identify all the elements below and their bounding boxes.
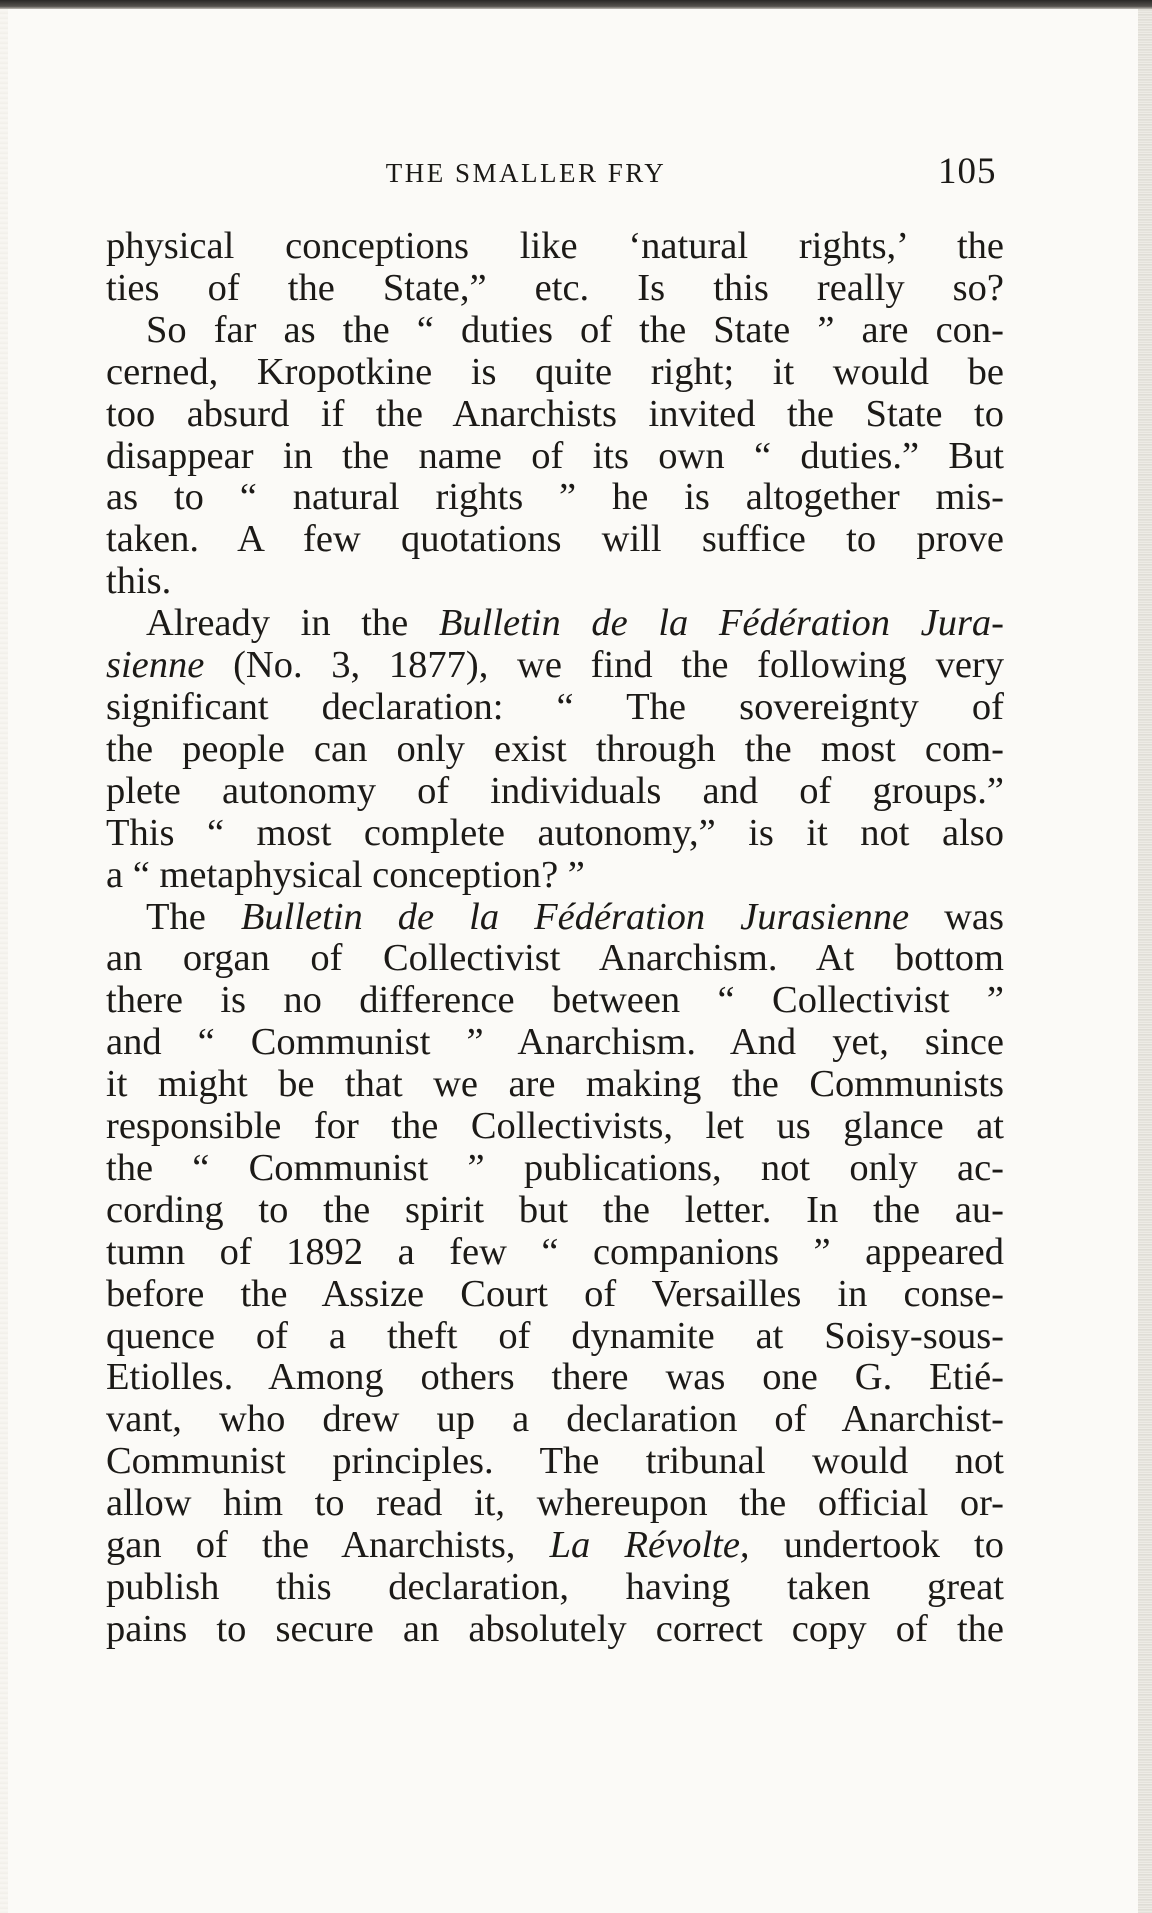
page-top-edge — [0, 0, 1152, 9]
text-line: disappear in the name of its own “ duties.” But — [106, 434, 1004, 477]
text-line: So far as the “ duties of the State ” are con- — [146, 308, 1004, 351]
text-line — [106, 1525, 1004, 1567]
text-run: The — [146, 895, 206, 938]
page-number: 105 — [938, 151, 997, 192]
text-line: cording to the spirit but the letter. In the au- — [106, 1188, 1004, 1231]
text-line: this. — [106, 560, 172, 603]
text-line: and “ Communist ” Anarchism. And yet, since — [106, 1021, 1004, 1064]
periodical-title: La Révolte, — [549, 1524, 750, 1567]
journal-title: Bulletin de la Fédération Jura- — [438, 602, 1004, 645]
text-line: a “ metaphysical conception? ” — [106, 853, 585, 896]
text-run: undertook to — [783, 1524, 1004, 1567]
text-line: as to “ natural rights ” he is altogether mis- — [106, 476, 1004, 519]
text-line: too absurd if the Anarchists invited the State to — [106, 392, 1004, 435]
text-line: This “ most complete autonomy,” is it not also — [106, 811, 1004, 854]
text-line — [106, 897, 1004, 939]
text-line: it might be that we are making the Communists — [106, 1063, 1004, 1106]
journal-title: sienne — [106, 644, 205, 687]
text-line: tumn of 1892 a few “ companions ” appeared — [106, 1230, 1004, 1273]
text-run: Already in the — [146, 602, 409, 645]
text-line: publish this declaration, having taken great — [106, 1566, 1004, 1608]
text-line: quence of a theft of dynamite at Soisy-sous- — [106, 1314, 1004, 1357]
running-head — [106, 150, 1006, 194]
text-line — [106, 603, 1004, 645]
text-line: Communist principles. The tribunal would not — [106, 1440, 1004, 1483]
text-line: physical conceptions like ‘natural rights,’ the — [106, 225, 1004, 267]
text-line: there is no difference between “ Collectivist ” — [106, 979, 1004, 1022]
text-run: was — [944, 895, 1004, 938]
text-line: before the Assize Court of Versailles in conse- — [106, 1272, 1004, 1315]
text-line: cerned, Kropotkine is quite right; it would be — [106, 350, 1004, 393]
text-line: Etiolles. Among others there was one G. Etié- — [106, 1356, 1004, 1399]
text-line: ties of the State,” etc. Is this really so? — [106, 266, 1004, 309]
text-line: an organ of Collectivist Anarchism. At bottom — [106, 937, 1004, 980]
page-right-edge — [1138, 9, 1152, 1913]
text-line: allow him to read it, whereupon the official or- — [106, 1482, 1004, 1525]
journal-title: Bulletin de la Fédération Jurasienne — [240, 895, 910, 938]
text-line: plete autonomy of individuals and of groups.” — [106, 769, 1004, 812]
body-text — [106, 226, 1004, 1651]
text-line: vant, who drew up a declaration of Anarchist- — [106, 1398, 1004, 1441]
text-line — [106, 645, 1004, 687]
text-line: the “ Communist ” publications, not only ac- — [106, 1146, 1004, 1189]
page-left-edge — [0, 9, 8, 1913]
running-title: THE SMALLER FRY — [385, 158, 667, 188]
text-run: (No. 3, 1877), we find the following very — [233, 644, 1004, 687]
text-run: gan of the Anarchists, — [106, 1524, 516, 1567]
text-line: significant declaration: “ The sovereignty of — [106, 685, 1004, 728]
text-line: responsible for the Collectivists, let us glance at — [106, 1105, 1004, 1148]
text-line: pains to secure an absolutely correct copy of the — [106, 1607, 1004, 1650]
text-line: taken. A few quotations will suffice to prove — [106, 518, 1004, 561]
text-line: the people can only exist through the most com- — [106, 727, 1004, 770]
